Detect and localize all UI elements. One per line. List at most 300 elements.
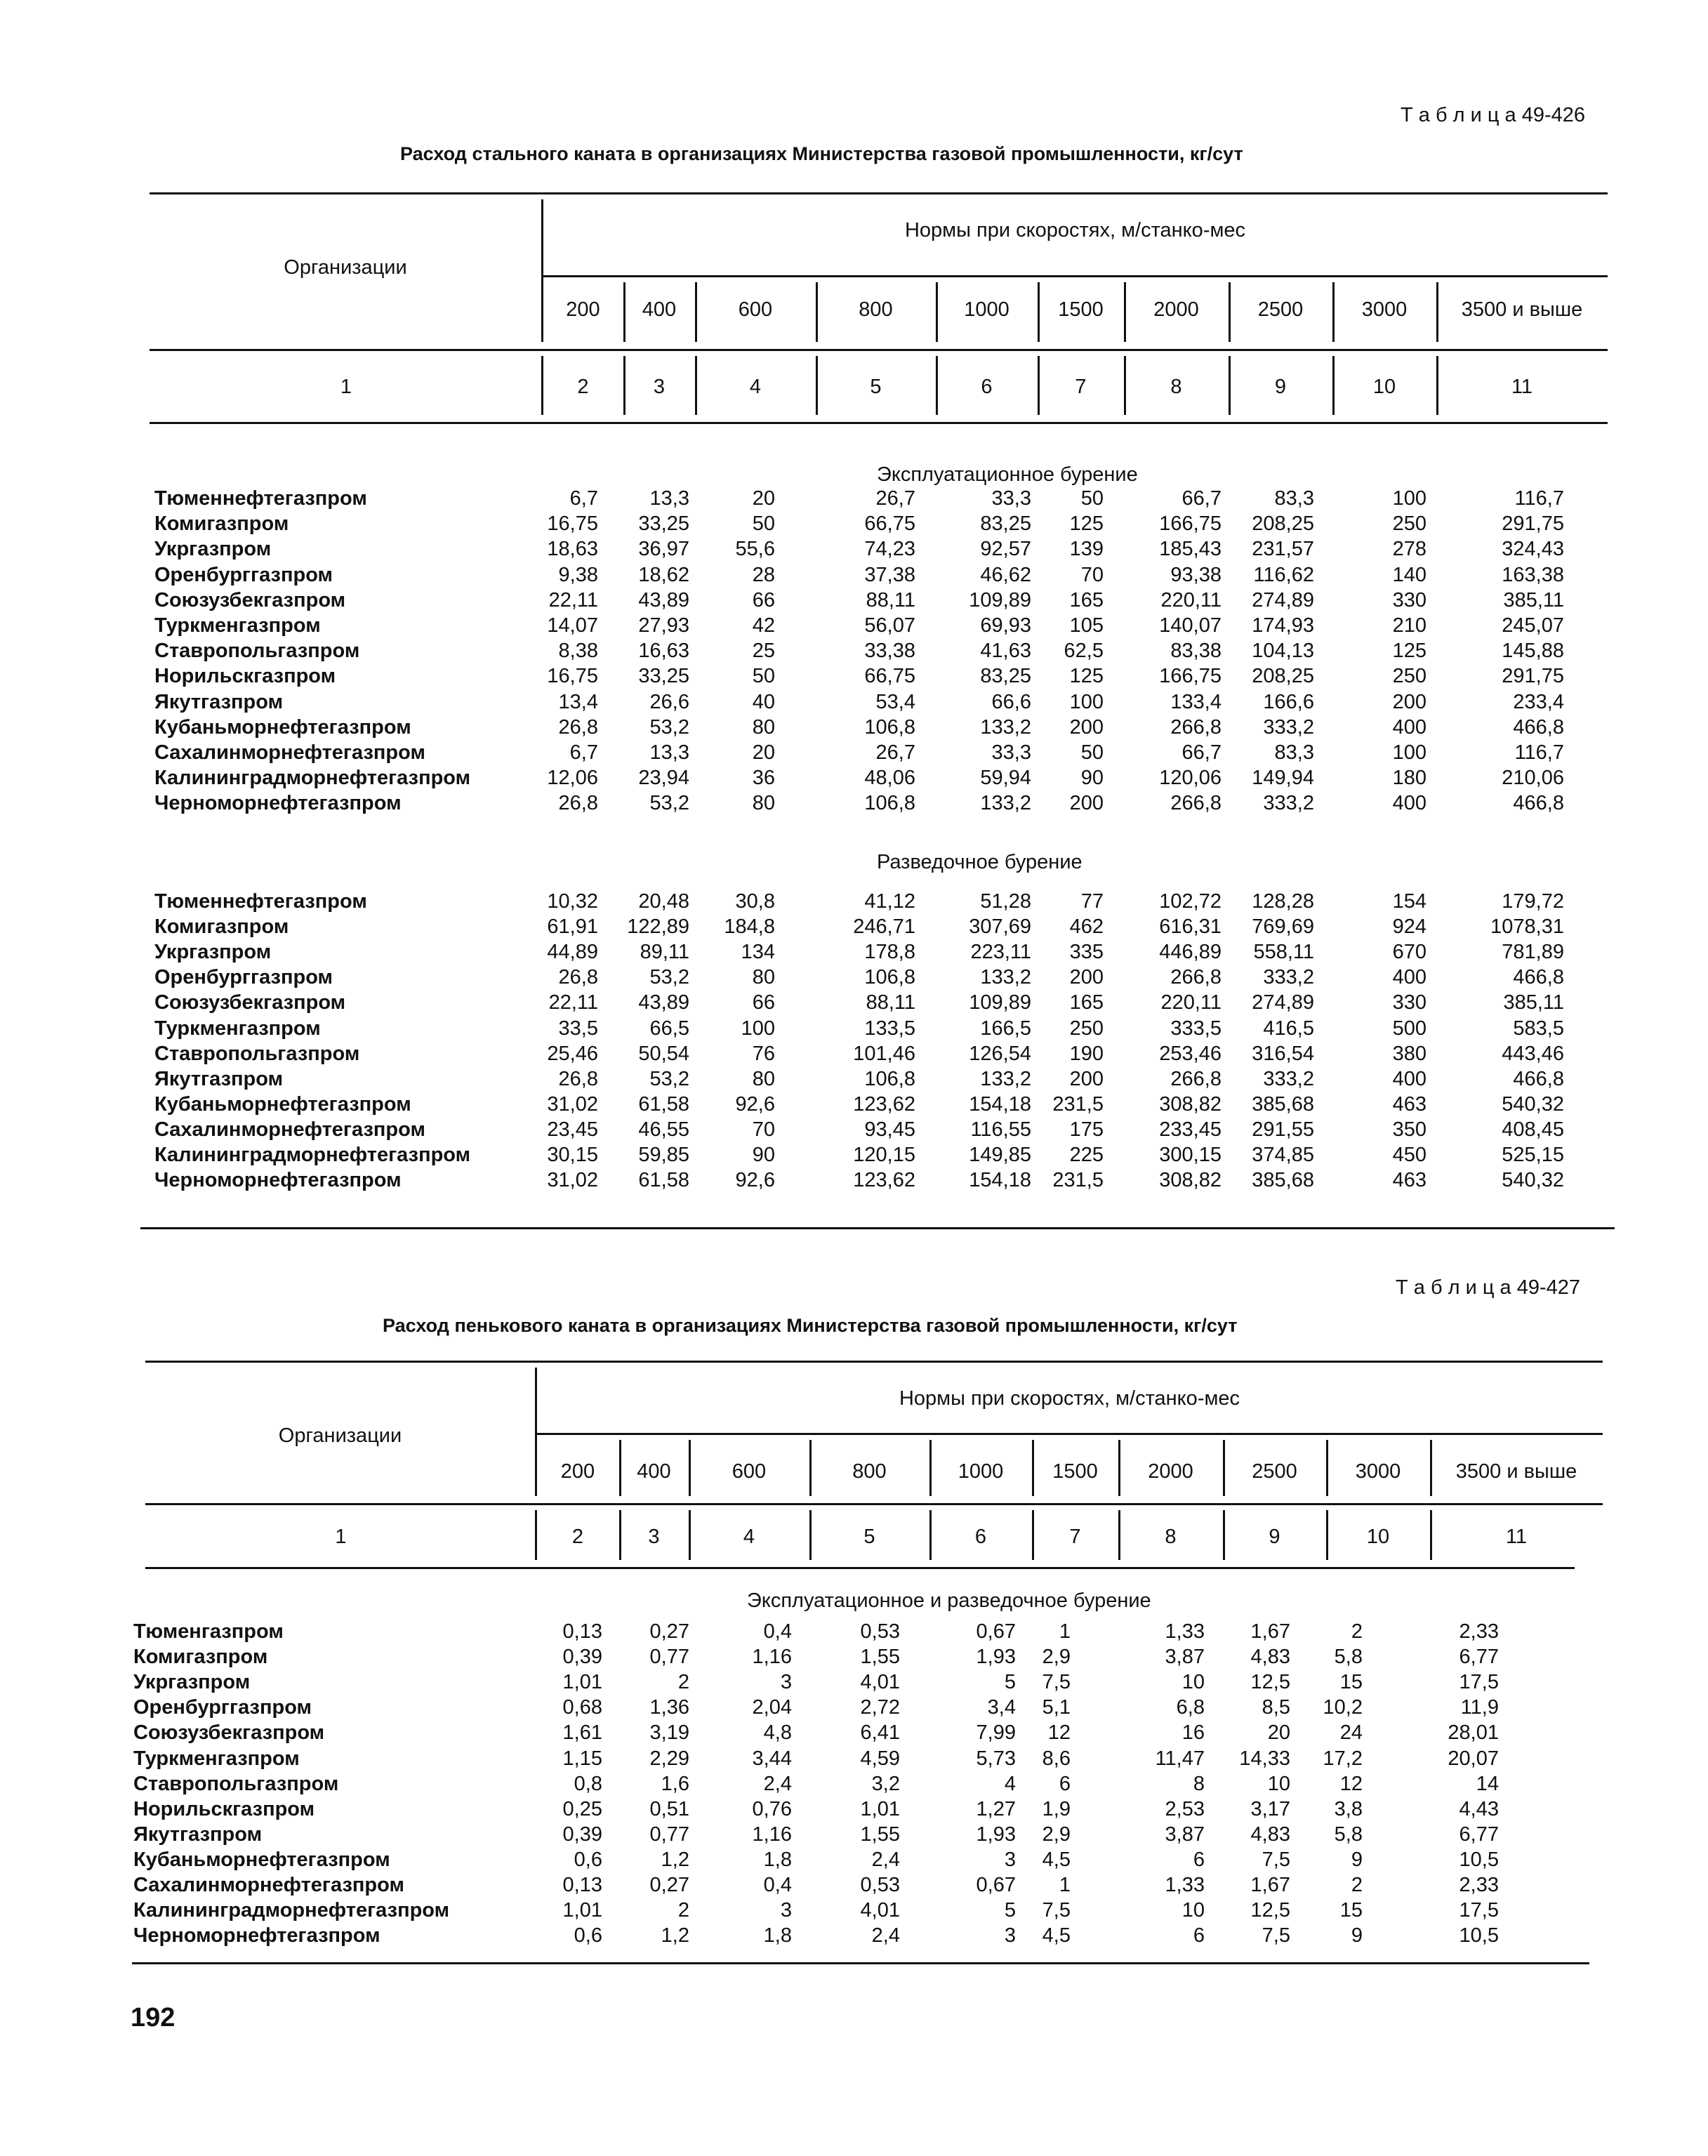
value-cell: 166,75 bbox=[1159, 512, 1222, 536]
value-cell: 51,28 bbox=[980, 890, 1031, 913]
value-cell: 1,01 bbox=[562, 1899, 602, 1922]
value-cell: 525,15 bbox=[1502, 1144, 1564, 1166]
value-cell: 231,5 bbox=[1052, 1092, 1104, 1116]
value-cell: 208,25 bbox=[1252, 665, 1314, 688]
value-cell: 7,5 bbox=[1042, 1671, 1071, 1694]
value-cell: 140 bbox=[1392, 563, 1426, 586]
value-cell: 55,6 bbox=[735, 538, 775, 561]
value-cell: 15 bbox=[1339, 1899, 1363, 1922]
table-title: Расход стального каната в организациях Министерства газовой промышленности, кг/сут bbox=[400, 143, 1243, 164]
value-cell: 2,72 bbox=[860, 1696, 900, 1719]
value-cell: 385,11 bbox=[1503, 588, 1564, 611]
organization-name: Черноморнефтегазпром bbox=[154, 792, 402, 815]
table-row bbox=[0, 1620, 1708, 1646]
value-cell: 233,4 bbox=[1513, 690, 1564, 713]
value-cell: 40 bbox=[752, 690, 775, 713]
value-cell: 11,47 bbox=[1155, 1747, 1205, 1770]
value-cell: 10 bbox=[1267, 1772, 1290, 1795]
value-cell: 0,53 bbox=[860, 1620, 900, 1643]
organization-name: Туркменгазпром bbox=[154, 1017, 321, 1040]
organization-name: Ставропольгазпром bbox=[133, 1772, 339, 1795]
organization-name: Комигазпром bbox=[154, 512, 289, 536]
page-number: 192 bbox=[131, 2003, 176, 2032]
value-cell: 18,63 bbox=[547, 538, 598, 561]
table-label: Т а б л и ц а 49-427 bbox=[1396, 1276, 1581, 1299]
value-cell: 66,7 bbox=[1181, 487, 1222, 510]
value-cell: 13,3 bbox=[649, 487, 689, 510]
speed-column-header: 3000 bbox=[1361, 298, 1408, 321]
value-cell: 416,5 bbox=[1263, 1017, 1314, 1040]
value-cell: 266,8 bbox=[1170, 792, 1222, 815]
value-cell: 246,71 bbox=[853, 915, 915, 939]
value-cell: 2,33 bbox=[1459, 1874, 1499, 1896]
value-cell: 200 bbox=[1069, 792, 1104, 815]
value-cell: 225 bbox=[1069, 1144, 1104, 1166]
value-cell: 1,27 bbox=[976, 1797, 1016, 1820]
value-cell: 291,75 bbox=[1502, 512, 1564, 536]
value-cell: 450 bbox=[1392, 1144, 1426, 1166]
value-cell: 300,15 bbox=[1159, 1144, 1222, 1166]
value-cell: 28,01 bbox=[1448, 1721, 1499, 1745]
organization-name: Союзузбекгазпром bbox=[133, 1721, 325, 1745]
value-cell: 2,04 bbox=[752, 1696, 792, 1719]
value-cell: 26,6 bbox=[649, 690, 689, 713]
value-cell: 14,33 bbox=[1239, 1747, 1290, 1770]
rule-table-bottom bbox=[132, 1962, 1589, 1964]
value-cell: 3,17 bbox=[1250, 1797, 1290, 1820]
value-cell: 333,2 bbox=[1263, 1067, 1314, 1090]
value-cell: 133,5 bbox=[864, 1017, 915, 1040]
rule-header-bottom bbox=[145, 1503, 1603, 1505]
value-cell: 3,2 bbox=[871, 1772, 900, 1795]
value-cell: 4 bbox=[1004, 1772, 1016, 1795]
table-label: Т а б л и ц а 49-426 bbox=[1401, 104, 1586, 126]
value-cell: 101,46 bbox=[853, 1042, 915, 1065]
organization-name: Оренбурггазпром bbox=[133, 1696, 312, 1719]
value-cell: 0,4 bbox=[763, 1620, 792, 1643]
value-cell: 0,76 bbox=[752, 1797, 792, 1820]
value-cell: 200 bbox=[1392, 690, 1426, 713]
value-cell: 1,01 bbox=[860, 1797, 900, 1820]
value-cell: 200 bbox=[1069, 1067, 1104, 1090]
value-cell: 13,3 bbox=[649, 741, 689, 764]
speed-column-header: 3000 bbox=[1355, 1460, 1401, 1483]
value-cell: 100 bbox=[741, 1017, 775, 1040]
value-cell: 36 bbox=[752, 767, 775, 790]
value-cell: 10,32 bbox=[547, 890, 598, 913]
value-cell: 400 bbox=[1392, 792, 1426, 815]
table-row bbox=[0, 1696, 1708, 1721]
value-cell: 308,82 bbox=[1159, 1169, 1222, 1192]
organization-name: Оренбурггазпром bbox=[154, 966, 333, 989]
value-cell: 125 bbox=[1069, 512, 1104, 536]
value-cell: 76 bbox=[752, 1042, 775, 1065]
value-cell: 102,72 bbox=[1159, 890, 1222, 913]
value-cell: 50 bbox=[1080, 741, 1104, 764]
value-cell: 223,11 bbox=[970, 941, 1031, 964]
speed-column-header: 800 bbox=[859, 298, 893, 321]
value-cell: 74,23 bbox=[864, 538, 915, 561]
value-cell: 139 bbox=[1069, 538, 1104, 561]
value-cell: 1,67 bbox=[1250, 1620, 1290, 1643]
value-cell: 83,3 bbox=[1274, 487, 1314, 510]
value-cell: 4,5 bbox=[1042, 1924, 1071, 1947]
value-cell: 1,33 bbox=[1165, 1620, 1205, 1643]
organization-name: Норильскгазпром bbox=[154, 665, 336, 688]
organization-name: Ставропольгазпром bbox=[154, 640, 360, 663]
value-cell: 43,89 bbox=[638, 991, 689, 1014]
value-cell: 1,61 bbox=[562, 1721, 602, 1745]
organization-name: Сахалинморнефтегазпром bbox=[154, 741, 425, 764]
value-cell: 408,45 bbox=[1502, 1118, 1564, 1141]
value-cell: 446,89 bbox=[1159, 941, 1222, 964]
value-cell: 83,25 bbox=[980, 665, 1031, 688]
value-cell: 5,8 bbox=[1334, 1823, 1363, 1846]
value-cell: 33,25 bbox=[638, 665, 689, 688]
value-cell: 44,89 bbox=[547, 941, 598, 964]
value-cell: 33,5 bbox=[558, 1017, 598, 1040]
column-number: 11 bbox=[1511, 376, 1533, 398]
value-cell: 466,8 bbox=[1513, 966, 1564, 989]
value-cell: 3,8 bbox=[1334, 1797, 1363, 1820]
column-number: 8 bbox=[1165, 1526, 1177, 1548]
table-row bbox=[0, 1798, 1708, 1823]
value-cell: 1,6 bbox=[661, 1772, 689, 1795]
value-cell: 123,62 bbox=[853, 1092, 915, 1116]
organization-name: Кубаньморнефтегазпром bbox=[154, 1092, 411, 1116]
norms-header: Нормы при скоростях, м/станко-мес bbox=[904, 219, 1246, 242]
value-cell: 385,68 bbox=[1252, 1092, 1314, 1116]
value-cell: 333,2 bbox=[1263, 792, 1314, 815]
value-cell: 100 bbox=[1392, 741, 1426, 764]
value-cell: 330 bbox=[1392, 991, 1426, 1014]
value-cell: 1,16 bbox=[752, 1823, 792, 1846]
value-cell: 26,8 bbox=[558, 1067, 598, 1090]
value-cell: 90 bbox=[1080, 767, 1104, 790]
speed-column-header: 1500 bbox=[1052, 1460, 1098, 1483]
value-cell: 190 bbox=[1069, 1042, 1104, 1065]
value-cell: 14,07 bbox=[547, 614, 598, 637]
value-cell: 12,5 bbox=[1250, 1899, 1290, 1922]
value-cell: 33,3 bbox=[991, 487, 1031, 510]
value-cell: 116,62 bbox=[1253, 563, 1314, 586]
value-cell: 443,46 bbox=[1502, 1042, 1564, 1065]
section-title: Эксплуатационное и разведочное бурение bbox=[747, 1589, 1151, 1612]
value-cell: 5,1 bbox=[1042, 1696, 1071, 1719]
value-cell: 6 bbox=[1059, 1772, 1071, 1795]
value-cell: 266,8 bbox=[1170, 715, 1222, 739]
value-cell: 924 bbox=[1392, 915, 1426, 939]
column-number: 9 bbox=[1269, 1526, 1280, 1548]
value-cell: 14 bbox=[1476, 1772, 1499, 1795]
value-cell: 166,5 bbox=[980, 1017, 1031, 1040]
value-cell: 0,67 bbox=[976, 1620, 1016, 1643]
value-cell: 90 bbox=[752, 1144, 775, 1166]
organization-name: Якутгазпром bbox=[154, 1067, 284, 1090]
value-cell: 100 bbox=[1069, 690, 1104, 713]
value-cell: 100 bbox=[1392, 487, 1426, 510]
table-row bbox=[0, 1899, 1708, 1924]
value-cell: 106,8 bbox=[864, 1067, 915, 1090]
value-cell: 20,48 bbox=[638, 890, 689, 913]
value-cell: 37,38 bbox=[864, 563, 915, 586]
value-cell: 92,6 bbox=[735, 1092, 775, 1116]
value-cell: 781,89 bbox=[1502, 941, 1564, 964]
value-cell: 2,9 bbox=[1042, 1646, 1071, 1669]
value-cell: 3 bbox=[1004, 1848, 1016, 1871]
organization-name: Калининградморнефтегазпром bbox=[154, 767, 471, 790]
value-cell: 33,3 bbox=[991, 741, 1031, 764]
value-cell: 330 bbox=[1392, 588, 1426, 611]
value-cell: 200 bbox=[1069, 966, 1104, 989]
speed-column-header: 600 bbox=[731, 1460, 767, 1483]
value-cell: 83,25 bbox=[980, 512, 1031, 536]
column-number: 5 bbox=[870, 376, 882, 398]
value-cell: 4,83 bbox=[1250, 1823, 1290, 1846]
value-cell: 80 bbox=[752, 1067, 775, 1090]
organization-name: Тюменнефтегазпром bbox=[154, 487, 367, 510]
organization-name: Сахалинморнефтегазпром bbox=[154, 1118, 425, 1141]
value-cell: 66 bbox=[752, 991, 775, 1014]
value-cell: 2 bbox=[1351, 1620, 1363, 1643]
value-cell: 134 bbox=[741, 941, 775, 964]
value-cell: 12,5 bbox=[1250, 1671, 1290, 1694]
value-cell: 17,2 bbox=[1323, 1747, 1363, 1770]
value-cell: 333,2 bbox=[1263, 715, 1314, 739]
speed-column-header: 2500 bbox=[1252, 1460, 1297, 1483]
value-cell: 154 bbox=[1392, 890, 1426, 913]
value-cell: 30,15 bbox=[547, 1144, 598, 1166]
value-cell: 10 bbox=[1181, 1899, 1205, 1922]
value-cell: 4,5 bbox=[1042, 1848, 1071, 1871]
organization-name: Комигазпром bbox=[133, 1646, 268, 1669]
value-cell: 1,9 bbox=[1042, 1797, 1071, 1820]
organization-name: Кубаньморнефтегазпром bbox=[133, 1848, 390, 1871]
speed-column-header: 1000 bbox=[964, 298, 1009, 321]
value-cell: 616,31 bbox=[1159, 915, 1222, 939]
column-number: 2 bbox=[571, 1526, 584, 1548]
value-cell: 1 bbox=[1059, 1874, 1071, 1896]
value-cell: 5,73 bbox=[976, 1747, 1016, 1770]
table-row bbox=[0, 1671, 1708, 1696]
organization-name: Черноморнефтегазпром bbox=[133, 1924, 380, 1947]
organization-name: Сахалинморнефтегазпром bbox=[133, 1874, 404, 1896]
column-number: 6 bbox=[974, 1526, 987, 1548]
value-cell: 250 bbox=[1392, 665, 1426, 688]
value-cell: 83,3 bbox=[1274, 741, 1314, 764]
value-cell: 22,11 bbox=[548, 588, 598, 611]
value-cell: 50 bbox=[1080, 487, 1104, 510]
value-cell: 53,2 bbox=[649, 715, 689, 739]
value-cell: 26,8 bbox=[558, 792, 598, 815]
value-cell: 3 bbox=[1004, 1924, 1016, 1947]
value-cell: 30,8 bbox=[735, 890, 775, 913]
rule-norms bbox=[536, 1433, 1603, 1435]
value-cell: 66,75 bbox=[864, 512, 915, 536]
value-cell: 116,7 bbox=[1514, 487, 1564, 510]
value-cell: 3,87 bbox=[1165, 1823, 1205, 1846]
value-cell: 6 bbox=[1193, 1924, 1205, 1947]
value-cell: 125 bbox=[1069, 665, 1104, 688]
value-cell: 6,8 bbox=[1176, 1696, 1205, 1719]
value-cell: 2 bbox=[1351, 1874, 1363, 1896]
value-cell: 133,4 bbox=[1170, 690, 1222, 713]
value-cell: 3 bbox=[780, 1899, 792, 1922]
value-cell: 120,06 bbox=[1159, 767, 1222, 790]
value-cell: 558,11 bbox=[1253, 941, 1314, 964]
value-cell: 66,75 bbox=[864, 665, 915, 688]
table-title: Расход пенькового каната в организациях Министерства газовой промышленности, кг/сут bbox=[383, 1315, 1238, 1336]
value-cell: 33,25 bbox=[638, 512, 689, 536]
organization-name: Якутгазпром bbox=[154, 690, 284, 713]
column-number: 3 bbox=[653, 376, 666, 398]
value-cell: 28 bbox=[752, 563, 775, 586]
value-cell: 88,11 bbox=[866, 588, 915, 611]
value-cell: 250 bbox=[1069, 1017, 1104, 1040]
value-cell: 180 bbox=[1392, 767, 1426, 790]
table-row bbox=[0, 1924, 1708, 1950]
value-cell: 93,45 bbox=[864, 1118, 915, 1141]
value-cell: 335 bbox=[1069, 941, 1104, 964]
organization-name: Норильскгазпром bbox=[133, 1797, 315, 1820]
table-row bbox=[0, 1823, 1708, 1849]
value-cell: 316,54 bbox=[1252, 1042, 1314, 1065]
value-cell: 80 bbox=[752, 715, 775, 739]
value-cell: 105 bbox=[1069, 614, 1104, 637]
organization-name: Союзузбекгазпром bbox=[154, 588, 346, 611]
value-cell: 2 bbox=[677, 1671, 689, 1694]
organization-name: Комигазпром bbox=[154, 915, 289, 939]
value-cell: 104,13 bbox=[1252, 640, 1314, 663]
value-cell: 20 bbox=[752, 487, 775, 510]
value-cell: 106,8 bbox=[864, 792, 915, 815]
value-cell: 210 bbox=[1392, 614, 1426, 637]
value-cell: 23,94 bbox=[638, 767, 689, 790]
value-cell: 6,77 bbox=[1459, 1646, 1499, 1669]
speed-column-header: 400 bbox=[637, 1460, 671, 1483]
value-cell: 23,45 bbox=[547, 1118, 598, 1141]
value-cell: 463 bbox=[1392, 1169, 1426, 1192]
value-cell: 61,58 bbox=[638, 1169, 689, 1192]
speed-column-header: 200 bbox=[566, 298, 600, 321]
value-cell: 1,33 bbox=[1165, 1874, 1205, 1896]
value-cell: 25 bbox=[752, 640, 775, 663]
value-cell: 154,18 bbox=[969, 1169, 1031, 1192]
value-cell: 380 bbox=[1392, 1042, 1426, 1065]
organization-name: Союзузбекгазпром bbox=[154, 991, 346, 1014]
table-row bbox=[0, 1721, 1708, 1747]
value-cell: 116,55 bbox=[970, 1118, 1031, 1141]
value-cell: 92,6 bbox=[735, 1169, 775, 1192]
value-cell: 83,38 bbox=[1170, 640, 1222, 663]
value-cell: 400 bbox=[1392, 966, 1426, 989]
value-cell: 4,83 bbox=[1250, 1646, 1290, 1669]
value-cell: 109,89 bbox=[969, 991, 1031, 1014]
value-cell: 208,25 bbox=[1252, 512, 1314, 536]
value-cell: 0,27 bbox=[649, 1620, 689, 1643]
value-cell: 126,54 bbox=[969, 1042, 1031, 1065]
value-cell: 6,77 bbox=[1459, 1823, 1499, 1846]
organizations-header: Организации bbox=[284, 256, 407, 279]
column-number: 5 bbox=[863, 1526, 875, 1548]
value-cell: 0,53 bbox=[860, 1874, 900, 1896]
value-cell: 122,89 bbox=[627, 915, 689, 939]
value-cell: 333,5 bbox=[1170, 1017, 1222, 1040]
organization-name: Оренбурггазпром bbox=[154, 563, 333, 586]
value-cell: 8,5 bbox=[1262, 1696, 1290, 1719]
value-cell: 22,11 bbox=[548, 991, 598, 1014]
value-cell: 66 bbox=[752, 588, 775, 611]
value-cell: 25,46 bbox=[547, 1042, 598, 1065]
value-cell: 133,2 bbox=[980, 1067, 1031, 1090]
value-cell: 540,32 bbox=[1502, 1169, 1564, 1192]
value-cell: 128,28 bbox=[1252, 890, 1314, 913]
value-cell: 5 bbox=[1004, 1671, 1016, 1694]
value-cell: 11,9 bbox=[1460, 1696, 1499, 1719]
value-cell: 3,4 bbox=[987, 1696, 1016, 1719]
value-cell: 0,4 bbox=[763, 1874, 792, 1896]
column-number: 7 bbox=[1075, 376, 1087, 398]
organization-name: Туркменгазпром bbox=[133, 1747, 300, 1770]
column-number: 1 bbox=[335, 1526, 347, 1548]
column-number: 4 bbox=[743, 1526, 755, 1548]
value-cell: 42 bbox=[752, 614, 775, 637]
table-row bbox=[0, 1773, 1708, 1798]
value-cell: 4,59 bbox=[860, 1747, 900, 1770]
organization-name: Черноморнефтегазпром bbox=[154, 1169, 402, 1192]
value-cell: 385,68 bbox=[1252, 1169, 1314, 1192]
value-cell: 133,2 bbox=[980, 966, 1031, 989]
value-cell: 4,43 bbox=[1459, 1797, 1499, 1820]
value-cell: 2 bbox=[677, 1899, 689, 1922]
value-cell: 92,57 bbox=[980, 538, 1031, 561]
value-cell: 2,4 bbox=[763, 1772, 792, 1795]
value-cell: 61,91 bbox=[547, 915, 598, 939]
value-cell: 17,5 bbox=[1459, 1671, 1499, 1694]
value-cell: 12 bbox=[1339, 1772, 1363, 1795]
value-cell: 125 bbox=[1392, 640, 1426, 663]
column-number: 3 bbox=[648, 1526, 660, 1548]
value-cell: 1,01 bbox=[562, 1671, 602, 1694]
column-number: 6 bbox=[981, 376, 993, 398]
value-cell: 6,7 bbox=[569, 487, 598, 510]
value-cell: 41,63 bbox=[980, 640, 1031, 663]
value-cell: 120,15 bbox=[853, 1144, 915, 1166]
value-cell: 266,8 bbox=[1170, 966, 1222, 989]
value-cell: 333,2 bbox=[1263, 966, 1314, 989]
value-cell: 540,32 bbox=[1502, 1092, 1564, 1116]
value-cell: 116,7 bbox=[1514, 741, 1564, 764]
value-cell: 13,4 bbox=[558, 690, 598, 713]
value-cell: 0,77 bbox=[649, 1823, 689, 1846]
value-cell: 20 bbox=[1267, 1721, 1290, 1745]
value-cell: 109,89 bbox=[969, 588, 1031, 611]
value-cell: 93,38 bbox=[1170, 563, 1222, 586]
value-cell: 149,94 bbox=[1252, 767, 1314, 790]
value-cell: 46,55 bbox=[638, 1118, 689, 1141]
value-cell: 466,8 bbox=[1513, 1067, 1564, 1090]
speed-column-header: 1000 bbox=[958, 1460, 1004, 1483]
value-cell: 670 bbox=[1392, 941, 1426, 964]
value-cell: 175 bbox=[1069, 1118, 1104, 1141]
value-cell: 26,8 bbox=[558, 966, 598, 989]
value-cell: 149,85 bbox=[969, 1144, 1031, 1166]
value-cell: 184,8 bbox=[724, 915, 775, 939]
value-cell: 5,8 bbox=[1334, 1646, 1363, 1669]
value-cell: 500 bbox=[1392, 1017, 1426, 1040]
value-cell: 69,93 bbox=[980, 614, 1031, 637]
value-cell: 48,06 bbox=[864, 767, 915, 790]
